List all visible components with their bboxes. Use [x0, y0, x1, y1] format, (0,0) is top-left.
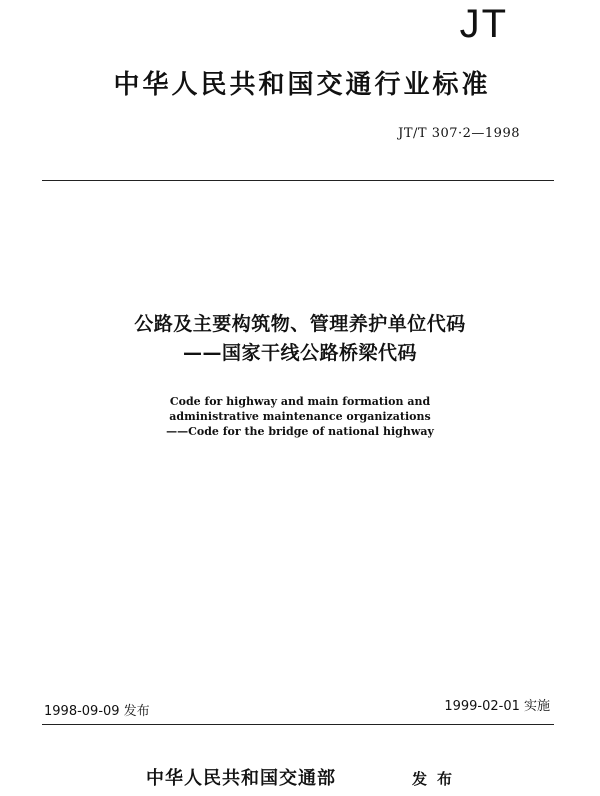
implementation-date: 1999-02-01 实施 — [444, 699, 550, 714]
chinese-title-line-2: ——国家干线公路桥梁代码 — [182, 342, 417, 364]
bottom-divider — [42, 724, 554, 725]
top-divider — [42, 180, 554, 181]
standard-number: JT/T 307·2—1998 — [398, 126, 520, 141]
standard-category-logo: JT — [459, 2, 508, 46]
publish-label: 发布 — [412, 770, 463, 788]
english-title-line-1: Code for highway and main formation and — [169, 395, 431, 408]
english-title-line-2: administrative maintenance organizations — [169, 410, 431, 423]
publisher-name: 中华人民共和国交通部 — [146, 768, 336, 789]
english-title — [0, 394, 600, 439]
industry-standard-title: 中华人民共和国交通行业标准 — [113, 70, 491, 100]
chinese-title-line-1: 公路及主要构筑物、管理养护单位代码 — [134, 313, 466, 335]
english-title-line-3: ——Code for the bridge of national highway — [166, 425, 434, 438]
issue-date: 1998-09-09 发布 — [44, 704, 150, 719]
